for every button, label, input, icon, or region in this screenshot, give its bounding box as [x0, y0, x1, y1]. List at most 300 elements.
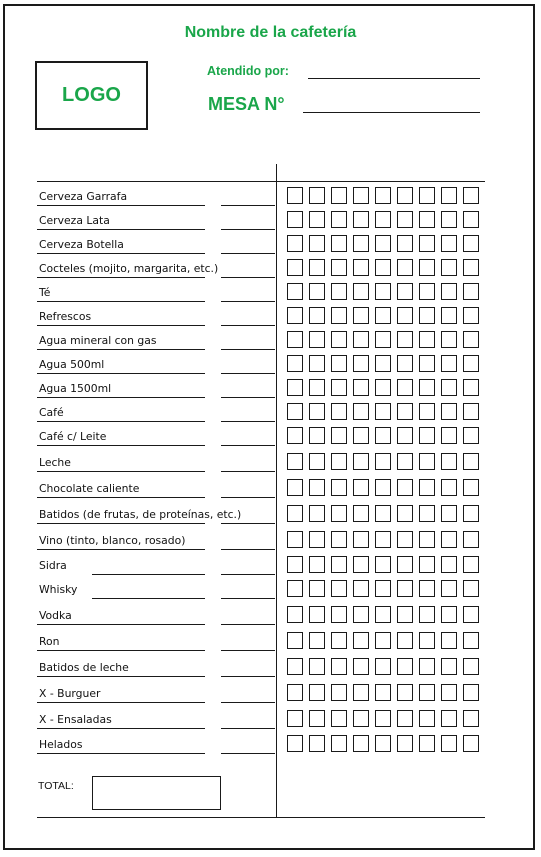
tally-box[interactable]	[419, 427, 435, 444]
tally-box[interactable]	[463, 479, 479, 496]
tally-box[interactable]	[397, 187, 413, 204]
tally-box[interactable]	[463, 531, 479, 548]
tally-box[interactable]	[287, 453, 303, 470]
item-row	[0, 504, 541, 524]
tally-box[interactable]	[331, 403, 347, 420]
tally-box[interactable]	[287, 307, 303, 324]
tally-box[interactable]	[309, 606, 325, 623]
item-price-field[interactable]	[221, 397, 275, 398]
item-row	[0, 631, 541, 651]
tally-box[interactable]	[353, 331, 369, 348]
tally-box[interactable]	[331, 479, 347, 496]
item-row	[0, 734, 541, 754]
item-row	[0, 234, 541, 254]
tally-box[interactable]	[419, 684, 435, 701]
item-row	[0, 426, 541, 446]
tally-box[interactable]	[419, 211, 435, 228]
tally-box[interactable]	[375, 658, 391, 675]
item-row	[0, 530, 541, 550]
item-label: Cerveza Lata	[39, 214, 110, 227]
item-name-line	[37, 349, 205, 350]
tally-box[interactable]	[309, 211, 325, 228]
tally-box[interactable]	[309, 556, 325, 573]
item-price-field[interactable]	[221, 301, 275, 302]
tally-box[interactable]	[353, 606, 369, 623]
item-name-line	[37, 497, 205, 498]
tally-box[interactable]	[287, 479, 303, 496]
tally-box[interactable]	[441, 235, 457, 252]
tally-box[interactable]	[353, 632, 369, 649]
tally-box[interactable]	[463, 505, 479, 522]
attended-by-label: Atendido por:	[207, 64, 289, 78]
item-label: Agua 1500ml	[39, 382, 112, 395]
tally-box[interactable]	[441, 632, 457, 649]
tally-box[interactable]	[309, 735, 325, 752]
tally-box[interactable]	[419, 556, 435, 573]
tally-box[interactable]	[353, 403, 369, 420]
tally-box[interactable]	[419, 479, 435, 496]
tally-box[interactable]	[309, 259, 325, 276]
item-price-field[interactable]	[221, 229, 275, 230]
tally-box[interactable]	[331, 606, 347, 623]
item-label: Helados	[39, 738, 83, 751]
item-price-field[interactable]	[221, 471, 275, 472]
tally-box[interactable]	[331, 580, 347, 597]
tally-box[interactable]	[397, 580, 413, 597]
tally-box[interactable]	[441, 658, 457, 675]
tally-box[interactable]	[353, 187, 369, 204]
tally-box[interactable]	[441, 531, 457, 548]
item-price-field[interactable]	[221, 728, 275, 729]
tally-box[interactable]	[419, 710, 435, 727]
tally-box[interactable]	[353, 379, 369, 396]
item-price-field[interactable]	[221, 753, 275, 754]
tally-box[interactable]	[375, 283, 391, 300]
tally-box[interactable]	[397, 283, 413, 300]
tally-box[interactable]	[287, 632, 303, 649]
tally-box[interactable]	[353, 580, 369, 597]
tally-box[interactable]	[375, 331, 391, 348]
tally-box[interactable]	[375, 379, 391, 396]
item-label: Vodka	[39, 609, 72, 622]
tally-box[interactable]	[463, 403, 479, 420]
item-price-field[interactable]	[221, 574, 275, 575]
item-price-field[interactable]	[221, 549, 275, 550]
tally-box[interactable]	[397, 331, 413, 348]
tally-box[interactable]	[309, 453, 325, 470]
tally-box[interactable]	[287, 427, 303, 444]
item-price-field[interactable]	[221, 702, 275, 703]
tally-box[interactable]	[331, 427, 347, 444]
item-label: Té	[39, 286, 51, 299]
item-price-field[interactable]	[221, 676, 275, 677]
item-name-line	[37, 650, 205, 651]
item-label: Agua mineral con gas	[39, 334, 157, 347]
tally-box[interactable]	[287, 684, 303, 701]
item-label: Batidos (de frutas, de proteínas, etc.)	[39, 508, 242, 521]
tally-box[interactable]	[397, 710, 413, 727]
item-name-line	[37, 753, 205, 754]
tally-box[interactable]	[331, 735, 347, 752]
tally-box[interactable]	[463, 211, 479, 228]
item-label: Leche	[39, 456, 71, 469]
item-row	[0, 683, 541, 703]
item-row	[0, 210, 541, 230]
tally-box[interactable]	[287, 235, 303, 252]
tally-box[interactable]	[331, 379, 347, 396]
tally-box[interactable]	[309, 187, 325, 204]
item-label: Ron	[39, 635, 60, 648]
tally-box[interactable]	[419, 331, 435, 348]
tally-box[interactable]	[331, 331, 347, 348]
tally-box[interactable]	[375, 211, 391, 228]
total-field[interactable]	[92, 776, 221, 810]
item-label: Cerveza Garrafa	[39, 190, 128, 203]
tally-box[interactable]	[375, 453, 391, 470]
tally-box[interactable]	[375, 580, 391, 597]
tally-box[interactable]	[309, 355, 325, 372]
tally-box[interactable]	[353, 684, 369, 701]
tally-box[interactable]	[287, 331, 303, 348]
tally-box[interactable]	[353, 427, 369, 444]
tally-box[interactable]	[309, 479, 325, 496]
tally-box[interactable]	[419, 453, 435, 470]
tally-box[interactable]	[353, 505, 369, 522]
item-row	[0, 605, 541, 625]
item-price-field[interactable]	[221, 523, 275, 524]
item-price-field[interactable]	[221, 497, 275, 498]
tally-box[interactable]	[463, 658, 479, 675]
tally-box[interactable]	[309, 710, 325, 727]
tally-box[interactable]	[287, 531, 303, 548]
tally-box[interactable]	[419, 606, 435, 623]
item-name-line	[37, 373, 205, 374]
tally-box[interactable]	[397, 632, 413, 649]
tally-box[interactable]	[287, 556, 303, 573]
tally-box[interactable]	[441, 453, 457, 470]
tally-box[interactable]	[375, 235, 391, 252]
tally-box[interactable]	[331, 283, 347, 300]
tally-box[interactable]	[397, 259, 413, 276]
tally-box[interactable]	[463, 235, 479, 252]
tally-box[interactable]	[441, 479, 457, 496]
tally-box[interactable]	[441, 556, 457, 573]
item-row	[0, 306, 541, 326]
tally-box[interactable]	[419, 355, 435, 372]
tally-box[interactable]	[463, 684, 479, 701]
tally-box[interactable]	[397, 211, 413, 228]
item-price-field[interactable]	[221, 421, 275, 422]
tally-box[interactable]	[441, 735, 457, 752]
item-row	[0, 555, 541, 575]
tally-box[interactable]	[463, 606, 479, 623]
tally-box[interactable]	[441, 379, 457, 396]
tally-box[interactable]	[309, 379, 325, 396]
tally-box[interactable]	[419, 307, 435, 324]
tally-box[interactable]	[375, 505, 391, 522]
table-number-field[interactable]	[303, 112, 480, 113]
tally-box[interactable]	[463, 453, 479, 470]
tally-box[interactable]	[331, 556, 347, 573]
tally-box[interactable]	[331, 235, 347, 252]
item-row	[0, 657, 541, 677]
tally-box[interactable]	[419, 735, 435, 752]
tally-box[interactable]	[441, 580, 457, 597]
tally-box[interactable]	[397, 658, 413, 675]
tally-box[interactable]	[441, 283, 457, 300]
tally-box[interactable]	[353, 235, 369, 252]
tally-box[interactable]	[375, 632, 391, 649]
tally-box[interactable]	[309, 632, 325, 649]
tally-box[interactable]	[441, 505, 457, 522]
tally-box[interactable]	[287, 379, 303, 396]
item-name-line	[37, 624, 205, 625]
item-price-field[interactable]	[221, 624, 275, 625]
tally-box[interactable]	[463, 632, 479, 649]
item-label: X - Burguer	[39, 687, 101, 700]
tally-box[interactable]	[287, 259, 303, 276]
item-name-line	[37, 523, 205, 524]
item-row	[0, 402, 541, 422]
tally-box[interactable]	[441, 307, 457, 324]
tally-box[interactable]	[309, 580, 325, 597]
tally-box[interactable]	[353, 355, 369, 372]
item-price-field[interactable]	[221, 325, 275, 326]
tally-box[interactable]	[287, 658, 303, 675]
cafe-name-title: Nombre de la cafetería	[184, 24, 357, 41]
item-row	[0, 579, 541, 599]
tally-box[interactable]	[331, 531, 347, 548]
tally-box[interactable]	[309, 331, 325, 348]
item-row	[0, 354, 541, 374]
tally-box[interactable]	[419, 580, 435, 597]
tally-box[interactable]	[375, 307, 391, 324]
item-label: Vino (tinto, blanco, rosado)	[39, 534, 186, 547]
tally-box[interactable]	[375, 427, 391, 444]
item-row	[0, 478, 541, 498]
tally-box[interactable]	[419, 531, 435, 548]
tally-box[interactable]	[353, 479, 369, 496]
item-row	[0, 330, 541, 350]
tally-box[interactable]	[441, 211, 457, 228]
tally-box[interactable]	[331, 658, 347, 675]
tally-box[interactable]	[353, 453, 369, 470]
tally-box[interactable]	[309, 403, 325, 420]
tally-box[interactable]	[441, 355, 457, 372]
tally-box[interactable]	[287, 710, 303, 727]
tally-box[interactable]	[287, 187, 303, 204]
tally-box[interactable]	[397, 403, 413, 420]
tally-box[interactable]	[375, 355, 391, 372]
item-price-field[interactable]	[221, 373, 275, 374]
tally-box[interactable]	[375, 710, 391, 727]
tally-box[interactable]	[331, 710, 347, 727]
item-price-field[interactable]	[221, 277, 275, 278]
tally-box[interactable]	[309, 658, 325, 675]
tally-box[interactable]	[287, 355, 303, 372]
tally-box[interactable]	[375, 735, 391, 752]
item-row	[0, 258, 541, 278]
tally-box[interactable]	[441, 259, 457, 276]
tally-box[interactable]	[331, 453, 347, 470]
item-name-line	[37, 397, 205, 398]
item-name-line	[37, 549, 205, 550]
item-name-line	[37, 229, 205, 230]
tally-box[interactable]	[375, 403, 391, 420]
tally-box[interactable]	[309, 307, 325, 324]
tally-box[interactable]	[331, 505, 347, 522]
tally-box[interactable]	[375, 556, 391, 573]
tally-box[interactable]	[375, 479, 391, 496]
tally-box[interactable]	[419, 235, 435, 252]
tally-box[interactable]	[375, 531, 391, 548]
item-name-line	[37, 205, 205, 206]
tally-box[interactable]	[419, 283, 435, 300]
item-price-field[interactable]	[221, 205, 275, 206]
tally-box[interactable]	[419, 187, 435, 204]
tally-box[interactable]	[287, 403, 303, 420]
tally-box[interactable]	[463, 427, 479, 444]
tally-box[interactable]	[463, 556, 479, 573]
tally-box[interactable]	[397, 307, 413, 324]
item-label: Agua 500ml	[39, 358, 105, 371]
tally-box[interactable]	[375, 606, 391, 623]
tally-box[interactable]	[419, 259, 435, 276]
tally-box[interactable]	[353, 658, 369, 675]
tally-box[interactable]	[441, 684, 457, 701]
tally-box[interactable]	[463, 735, 479, 752]
tally-box[interactable]	[419, 403, 435, 420]
tally-box[interactable]	[375, 187, 391, 204]
item-row	[0, 709, 541, 729]
item-name-line	[37, 253, 205, 254]
tally-box[interactable]	[441, 403, 457, 420]
tally-box[interactable]	[441, 606, 457, 623]
tally-box[interactable]	[331, 632, 347, 649]
tally-box[interactable]	[397, 505, 413, 522]
tally-box[interactable]	[397, 379, 413, 396]
item-label: Sidra	[39, 559, 67, 572]
tally-box[interactable]	[287, 505, 303, 522]
item-label: Cerveza Botella	[39, 238, 124, 251]
tally-box[interactable]	[331, 307, 347, 324]
item-name-line	[37, 445, 205, 446]
tally-box[interactable]	[397, 453, 413, 470]
item-name-line	[37, 676, 205, 677]
tally-box[interactable]	[353, 735, 369, 752]
tally-box[interactable]	[397, 684, 413, 701]
tally-box[interactable]	[463, 580, 479, 597]
tally-box[interactable]	[309, 531, 325, 548]
bottom-rule	[37, 817, 485, 818]
tally-box[interactable]	[397, 479, 413, 496]
tally-box[interactable]	[287, 211, 303, 228]
tally-box[interactable]	[419, 505, 435, 522]
logo-text: LOGO	[62, 84, 121, 106]
tally-box[interactable]	[441, 710, 457, 727]
item-label: X - Ensaladas	[39, 713, 112, 726]
item-name-line	[37, 702, 205, 703]
tally-box[interactable]	[463, 307, 479, 324]
tally-box[interactable]	[331, 211, 347, 228]
item-price-field[interactable]	[221, 349, 275, 350]
tally-box[interactable]	[441, 187, 457, 204]
tally-box[interactable]	[463, 379, 479, 396]
item-label: Café c/ Leite	[39, 430, 107, 443]
item-price-field[interactable]	[221, 445, 275, 446]
item-name-line	[92, 574, 205, 575]
item-price-field[interactable]	[221, 253, 275, 254]
item-row	[0, 452, 541, 472]
tally-box[interactable]	[309, 235, 325, 252]
tally-box[interactable]	[375, 259, 391, 276]
top-rule	[37, 181, 485, 182]
tally-box[interactable]	[397, 735, 413, 752]
tally-box[interactable]	[397, 556, 413, 573]
item-name-line	[37, 277, 205, 278]
tally-box[interactable]	[397, 355, 413, 372]
tally-box[interactable]	[287, 735, 303, 752]
item-name-line	[37, 471, 205, 472]
tally-box[interactable]	[419, 379, 435, 396]
tally-box[interactable]	[353, 556, 369, 573]
tally-box[interactable]	[287, 580, 303, 597]
tally-box[interactable]	[353, 259, 369, 276]
tally-box[interactable]	[397, 606, 413, 623]
tally-box[interactable]	[353, 211, 369, 228]
tally-box[interactable]	[353, 307, 369, 324]
item-name-line	[37, 728, 205, 729]
item-name-line	[37, 301, 205, 302]
tally-box[interactable]	[353, 710, 369, 727]
tally-box[interactable]	[353, 531, 369, 548]
tally-box[interactable]	[463, 710, 479, 727]
tally-box[interactable]	[463, 283, 479, 300]
item-price-field[interactable]	[221, 650, 275, 651]
tally-box[interactable]	[287, 606, 303, 623]
item-row	[0, 378, 541, 398]
tally-box[interactable]	[463, 355, 479, 372]
tally-box[interactable]	[441, 427, 457, 444]
tally-box[interactable]	[309, 283, 325, 300]
tally-box[interactable]	[353, 283, 369, 300]
item-label: Refrescos	[39, 310, 92, 323]
tally-box[interactable]	[397, 531, 413, 548]
tally-box[interactable]	[331, 684, 347, 701]
tally-box[interactable]	[331, 187, 347, 204]
tally-box[interactable]	[287, 283, 303, 300]
tally-box[interactable]	[375, 684, 391, 701]
tally-box[interactable]	[309, 427, 325, 444]
item-row	[0, 282, 541, 302]
tally-box[interactable]	[331, 259, 347, 276]
tally-box[interactable]	[419, 632, 435, 649]
item-name-line	[37, 421, 205, 422]
attended-by-field[interactable]	[308, 78, 480, 79]
tally-box[interactable]	[463, 187, 479, 204]
tally-box[interactable]	[309, 684, 325, 701]
tally-box[interactable]	[397, 235, 413, 252]
tally-box[interactable]	[463, 259, 479, 276]
tally-box[interactable]	[441, 331, 457, 348]
tally-box[interactable]	[309, 505, 325, 522]
tally-box[interactable]	[463, 331, 479, 348]
total-label: TOTAL:	[38, 780, 74, 792]
tally-box[interactable]	[397, 427, 413, 444]
tally-box[interactable]	[331, 355, 347, 372]
tally-box[interactable]	[419, 658, 435, 675]
item-price-field[interactable]	[221, 598, 275, 599]
